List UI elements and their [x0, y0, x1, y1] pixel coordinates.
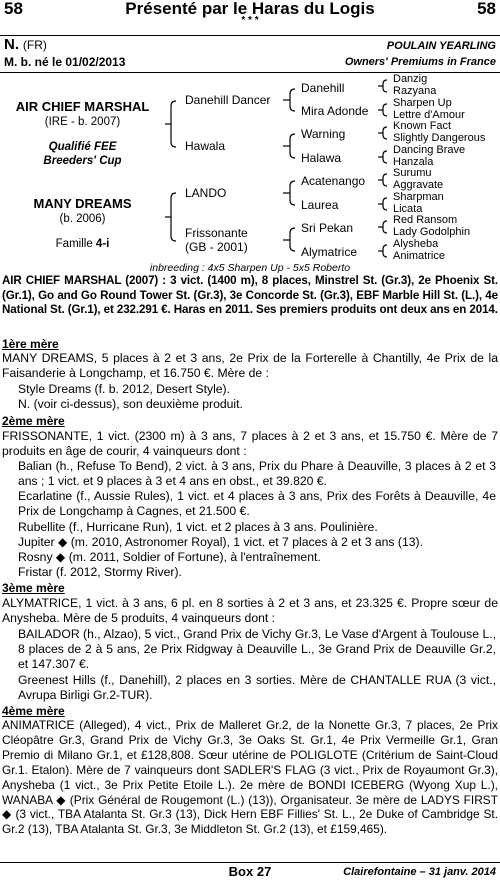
dam-info: (b. 2006): [59, 213, 106, 225]
sire-info: (IRE - b. 2007): [44, 116, 121, 128]
gen4-3: Sharpen Up: [393, 97, 452, 109]
gen2-hawala: Hawala: [185, 139, 226, 153]
gen2-frissonante: Frissonante: [185, 226, 248, 240]
fourth-dam-record: ANIMATRICE (Alleged), 4 vict., Prix de Malleret Gr.2, de la Nonette Gr.3, 7 places, 2e Prix Cléopâtre Gr.3, Grand Prix de Vichy Gr.3, 3e Oaks St. Gr.1, 4e Prix Vermeille Gr.1, Gran Premio di Milano Gr.1, et £128,808. Sœur utérine de POLIGLOTE (Critérium de Saint-Cloud Gr.1. Etalon). Mère de 7 vainqueurs dont SADLER'S FLAG (3 vict., Prix de Royaumont Gr.3), Anysheba (1 vict., 3e Prix Petite Etoile L.). 2e mère de BONDI ICEBERG (Wyong Xup L.), WANABA ◆ (Prix Général de Rougemont (L.) (13)), Organisateur. 3e mère de LADYS FIRST ◆ (3 vict., TBA Atalanta St. Gr.3 (13), Dick Hern EBF Fillies' St. L., 2e Duke of Cambridge St. Gr.2 (13), TBA Atalanta St. Gr.3, 3e Middleton St. Gr.2 (13), et £159,465).: [2, 718, 498, 837]
gen4-16: Animatrice: [393, 250, 445, 262]
family-label: Famille: [55, 238, 93, 250]
gen3-6: Laurea: [301, 198, 339, 212]
second-dam-offspring-2: Ecarlatine (f., Aussie Rules), 1 vict. et 4 places à 3 ans, Prix des Forêts à Deauville, 4e Prix de Longchamp à Cagnes, et 21.500 €.: [18, 489, 496, 519]
gen4-9: Surumu: [393, 167, 432, 179]
sire-note-fee: Qualifié FEE: [48, 141, 117, 153]
second-dam-offspring-4: Jupiter ◆ (m. 2010, Astronomer Royal), 1 vict. et 7 places à 2 et 3 ans (13).: [18, 535, 423, 549]
horse-country: (FR): [22, 38, 47, 52]
owners-premiums: Owners' Premiums in France: [344, 56, 496, 68]
sire-name: AIR CHIEF MARSHAL: [15, 99, 150, 114]
first-dam-record: MANY DREAMS, 5 places à 2 et 3 ans, 2e Prix de la Forterelle à Chantilly, 4e Prix de la Faisanderie à Longchamp, et 16.750 €. Mère de :: [2, 351, 498, 381]
box-number: Box 27: [228, 864, 272, 879]
gen4-1: Danzig: [393, 73, 428, 85]
inbreeding-note: inbreeding : 4x5 Sharpen Up - 5x5 Roberto: [149, 262, 351, 274]
gen2-frissonante-info: (GB - 2001): [185, 240, 248, 254]
footer-divider: [0, 862, 500, 863]
gen4-6: Slightly Dangerous: [393, 132, 486, 144]
lot-number-left: 58: [4, 0, 23, 18]
gen3-3: Warning: [301, 127, 346, 141]
gen3-1: Danehill: [301, 81, 345, 95]
gen4-8: Hanzala: [393, 156, 434, 168]
gen4-7: Dancing Brave: [393, 144, 466, 156]
dam-family: [0, 238, 165, 250]
horse-name: N.: [4, 36, 19, 53]
section-second-dam: 2ème mère: [2, 414, 65, 428]
section-first-dam: 1ère mère: [2, 337, 59, 351]
page-title: Présenté par le Haras du Logis: [125, 0, 375, 18]
second-dam-offspring-3: Rubellite (f., Hurricane Run), 1 vict. et 2 places à 3 ans. Poulinière.: [18, 520, 378, 534]
gen4-10: Aggravate: [393, 179, 444, 191]
gen3-2: Mira Adonde: [301, 104, 369, 118]
lot-number-right: 58: [477, 0, 496, 18]
section-fourth-dam: 4ème mère: [2, 704, 65, 718]
gen2-lando: LANDO: [185, 186, 227, 200]
third-dam-offspring-1: BAILADOR (h., Alzao), 5 vict., Grand Prix de Vichy Gr.3, Le Vase d'Argent à Toulouse L., 8 places de 2 à 5 ans, 2e Prix Ridgway à Deauville L., 3e Grand Prix de Deauville Gr.2, et 147.307 €.: [18, 627, 496, 672]
sire-racing-record: AIR CHIEF MARSHAL (2007) : 3 vict. (1400 m), 8 places, Minstrel St. (Gr.3), 2e Phoenix St. (Gr.1), Go and Go Round Tower St. (Gr.3), 3e Concorde St. (Gr.3), EBF Marble Hill St. (L.), 4e National St. (Gr.1), et 232.291 €. Haras en 2011. Ses premiers produits ont deux ans en 2014.: [2, 274, 498, 317]
dam-name: MANY DREAMS: [33, 196, 132, 211]
gen4-5: Known Fact: [393, 120, 452, 132]
third-dam-record: ALYMATRICE, 1 vict. à 3 ans, 6 pl. en 8 sorties à 2 et 3 ans, et 23.325 €. Propre sœur de Anysheba. Mère de 5 produits, 4 vainqueurs dont :: [2, 596, 498, 626]
family-number: 4-i: [95, 238, 110, 250]
gen4-15: Alysheba: [393, 238, 439, 250]
gen4-2: Razyana: [393, 85, 437, 97]
sire-note-bc: Breeders' Cup: [43, 155, 122, 167]
gen3-5: Acatenango: [301, 174, 366, 188]
gen4-4: Lettre d'Amour: [393, 109, 465, 121]
second-dam-record: FRISSONANTE, 1 vict. (2300 m) à 3 ans, 7 places à 2 et 3 ans, et 15.750 €. Mère de 7 produits en âge de courir, 4 vainqueurs dont :: [2, 429, 498, 459]
gen3-8: Alymatrice: [301, 245, 358, 259]
sale-info: Clairefontaine – 31 janv. 2014: [343, 866, 496, 878]
first-dam-offspring-1: Style Dreams (f. b. 2012, Desert Style).: [18, 382, 231, 396]
gen3-7: Sri Pekan: [301, 221, 354, 235]
horse-birth: M. b. né le 01/02/2013: [4, 55, 126, 69]
first-dam-offspring-2: N. (voir ci-dessus), son deuxième produit.: [18, 397, 243, 411]
second-dam-offspring-5: Rosny ◆ (m. 2011, Soldier of Fortune), à l'entraînement.: [18, 550, 321, 564]
gen4-14: Lady Godolphin: [393, 226, 471, 238]
third-dam-offspring-2: Greenest Hills (f., Danehill), 2 places en 3 sorties. Mère de CHANTALLE RUA (3 vict., Avrupa Birligi Gr.2-TUR).: [18, 673, 496, 703]
gen4-11: Sharpman: [393, 191, 444, 203]
second-dam-offspring-6: Fristar (f. 2012, Stormy River).: [18, 565, 182, 579]
horse-type: POULAIN YEARLING: [386, 40, 496, 52]
gen2-danehill-dancer: Danehill Dancer: [185, 93, 271, 107]
header-stars: * * *: [241, 15, 259, 26]
gen3-4: Halawa: [301, 151, 342, 165]
second-dam-offspring-1: Balian (h., Refuse To Bend), 2 vict. à 3 ans, Prix du Phare à Deauville, 3 places à 2 et 3 ans ; 1 vict. et 9 places à 3 et 4 ans en obst., et 39.820 €.: [18, 459, 496, 489]
section-third-dam: 3ème mère: [2, 581, 65, 595]
gen4-13: Red Ransom: [393, 214, 458, 226]
gen4-12: Licata: [393, 203, 423, 215]
